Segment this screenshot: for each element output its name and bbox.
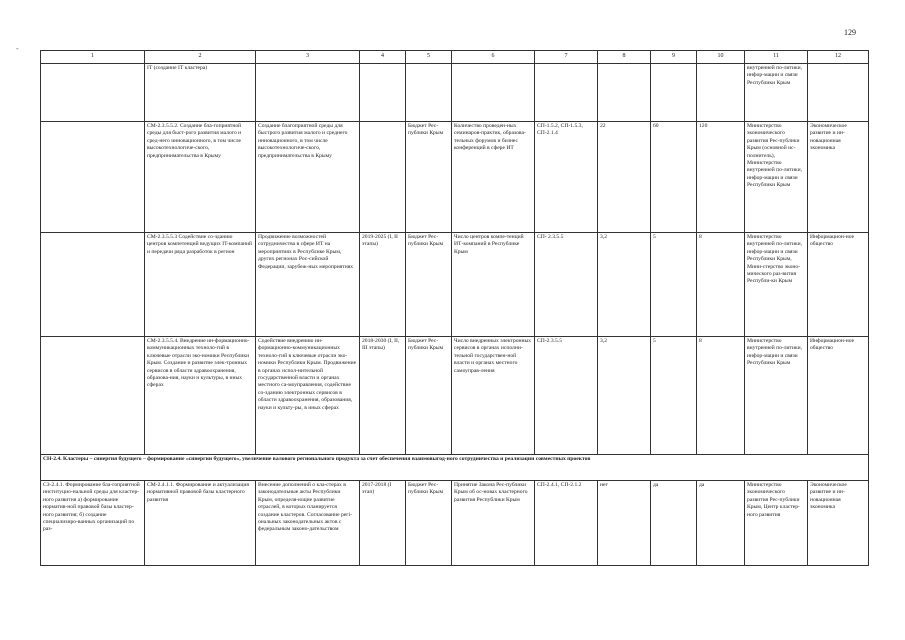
table-cell: Бюджет Рес-публики Крым [406,233,452,337]
table-cell: СЗ-2.4.1. Формирование бла-гоприятной институцио-нальной среды для кластер-ного развития а) формирование норматив-ной правовой базы кластер-ного развития; б) создание специализиро-ванных организаций по раз- [41,481,145,566]
table-cell [41,64,145,122]
col-header: 4 [360,51,406,64]
col-header: 1 [41,51,145,64]
table-cell: Создание благоприятной среды для быстрого развития малого и среднего инновационного, в том числе высокотехнологиче-ского, предпринимательства в Крыму [256,122,360,233]
table-cell: Министерство внутренней по-литики, инфор-мации и связи Республики Крым [745,337,808,455]
table-cell: Экономическое развитие и ин-новационная экономика [808,481,869,566]
table-cell: Министерство экономического развития Рес-публики Крым (основной ис-полнитель), Министерство внутренней по-литики, инфор-мации и связи Республики Крым [745,122,808,233]
table-cell: Министерство внутренней по-литики, инфор-мации и связи Республики Крым, Мини-стерство эконо-мического раз-вития Республи-ки Крым [745,233,808,337]
table-cell [452,64,535,122]
col-header: 10 [697,51,745,64]
table-cell [697,64,745,122]
table-cell: 22 [598,122,651,233]
table-row [41,122,869,233]
section-heading-row [41,455,869,481]
table-row [41,64,869,122]
table-cell: Бюджет Рес-публики Крым [406,481,452,566]
table-cell: СП-2.3.5.5 [535,337,598,455]
table-cell: СМ-2.3.5.5.4. Внедрение ин-формационно-коммуникационных техноло-гий в ключевые отрасли эко-номики Республики Крым. Создание и развитие элек-тронных сервисов в области здравоохранения, образова-ния, науки и культуры, в иных сферах [145,337,256,455]
table-cell: да [651,481,697,566]
table-cell [598,64,651,122]
table-row [41,481,869,566]
table-row [41,233,869,337]
table-cell [535,64,598,122]
table-cell: 3,2 [598,337,651,455]
table-cell: нет [598,481,651,566]
table-cell [41,233,145,337]
table-cell: 3,2 [598,233,651,337]
table-cell: Информацион-ное общество [808,233,869,337]
table-cell: 5 [651,233,697,337]
table-cell: Содействие внедрению ин-формационно-коммуникационных техноло-гий в ключевые отрасли эко-номики Республики Крым. Продвижение в органах испол-нительной государственной власти и органах местного са-моуправления, содействие со-зданию электронных сервисов в области здравоохранения, образования, науки и культу-ры, в иных сферах [256,337,360,455]
table-cell [360,64,406,122]
col-header: 11 [745,51,808,64]
col-header: 2 [145,51,256,64]
table-cell: СМ-2.3.5.5.2. Создание бла-гоприятной среды для быст-рого развития малого и сред-него инновационного, в том числе высокотехнологиче-ского, предпринимательства в Крыму [145,122,256,233]
table-cell: Бюджет Рес-публики Крым [406,122,452,233]
table-cell: 60 [651,122,697,233]
col-header: 3 [256,51,360,64]
col-header: 5 [406,51,452,64]
table-cell: Продвижение возможностей сотрудничества в сфере ИТ на мероприятиях в Республике Крым, других регионах Рос-сийской Федерации, зарубеж-ных мероприятиях [256,233,360,337]
table-cell: 2018-2030 (I, II, III этапы) [360,337,406,455]
col-header: 12 [808,51,869,64]
table-cell: Число центров компе-тенций ИТ-компаний в Республике Крым [452,233,535,337]
table-cell: внутренней по-литики, инфор-мации и связи Республики Крым [745,64,808,122]
table-cell: IT (создание IT кластера) [145,64,256,122]
table-cell: Количество проведен-ных семинаров-практик, образова-тельных форумов и бизнес конференций в сфере ИТ [452,122,535,233]
col-header: 6 [452,51,535,64]
table-cell: 2019-2025 (I, II этапы) [360,233,406,337]
table-cell: 5 [651,337,697,455]
col-header: 7 [535,51,598,64]
table-cell: СП- 2.3.5.5 [535,233,598,337]
table-cell [256,64,360,122]
table-cell: Принятие Закона Рес-публики Крым об ос-новах кластерного развития Республики Крым [452,481,535,566]
table-cell: 8 [697,337,745,455]
table-cell [41,337,145,455]
table-cell: Экономическое развитие и ин-новационная экономика [808,122,869,233]
strategy-table [40,50,869,566]
column-number-row [41,51,869,64]
page-margin-mark: - [16,44,19,53]
col-header: 9 [651,51,697,64]
col-header: 8 [598,51,651,64]
table-cell: Число внедренных электронных сервисов в органах исполни-тельной государствен-ной власти и органах местного самоуправ-ления [452,337,535,455]
table-cell [808,64,869,122]
table-cell [651,64,697,122]
table-cell: 120 [697,122,745,233]
table-cell: СП-1.5.2, СП-1.5.3, СП-2.1.4 [535,122,598,233]
table-cell: Информацион-ное общество [808,337,869,455]
table-cell [41,122,145,233]
table-cell: Министерство экономического развития Рес-публики Крым, Центр кластер-ного развития [745,481,808,566]
table-cell: СП-2.4.1, СП-2.1.2 [535,481,598,566]
table-cell [406,64,452,122]
page-number: 129 [844,28,856,37]
section-heading: СН-2.4. Кластеры – синергия будущего – формирование «синергии будущего», увеличение валового регионального продукта за счет обеспечения взаимовыгод-ного сотрудничества и реализации совместных проектов [41,455,869,481]
table-cell: 2017-2018 (I этап) [360,481,406,566]
table-cell: СМ-2.3.5.5.3 Содействие со-зданию центров компетенций ведущих IT-компаний и передачи ряда разработок в регион [145,233,256,337]
table-cell: 8 [697,233,745,337]
table-cell: Бюджет Рес-публики Крым [406,337,452,455]
table-cell: Внесение дополнений о кла-стерах в законодательные акты Республики Крым, определя-ющие развитие отраслей, в которых планируется создание кластеров. Согласование регі-ональных законодательных актов с федеральным законо-дательством [256,481,360,566]
table-cell [360,122,406,233]
table-row [41,337,869,455]
table-cell: да [697,481,745,566]
table-cell: СМ-2.4.1.1. Формирование и актуализация нормативной правовой базы кластерного развития [145,481,256,566]
